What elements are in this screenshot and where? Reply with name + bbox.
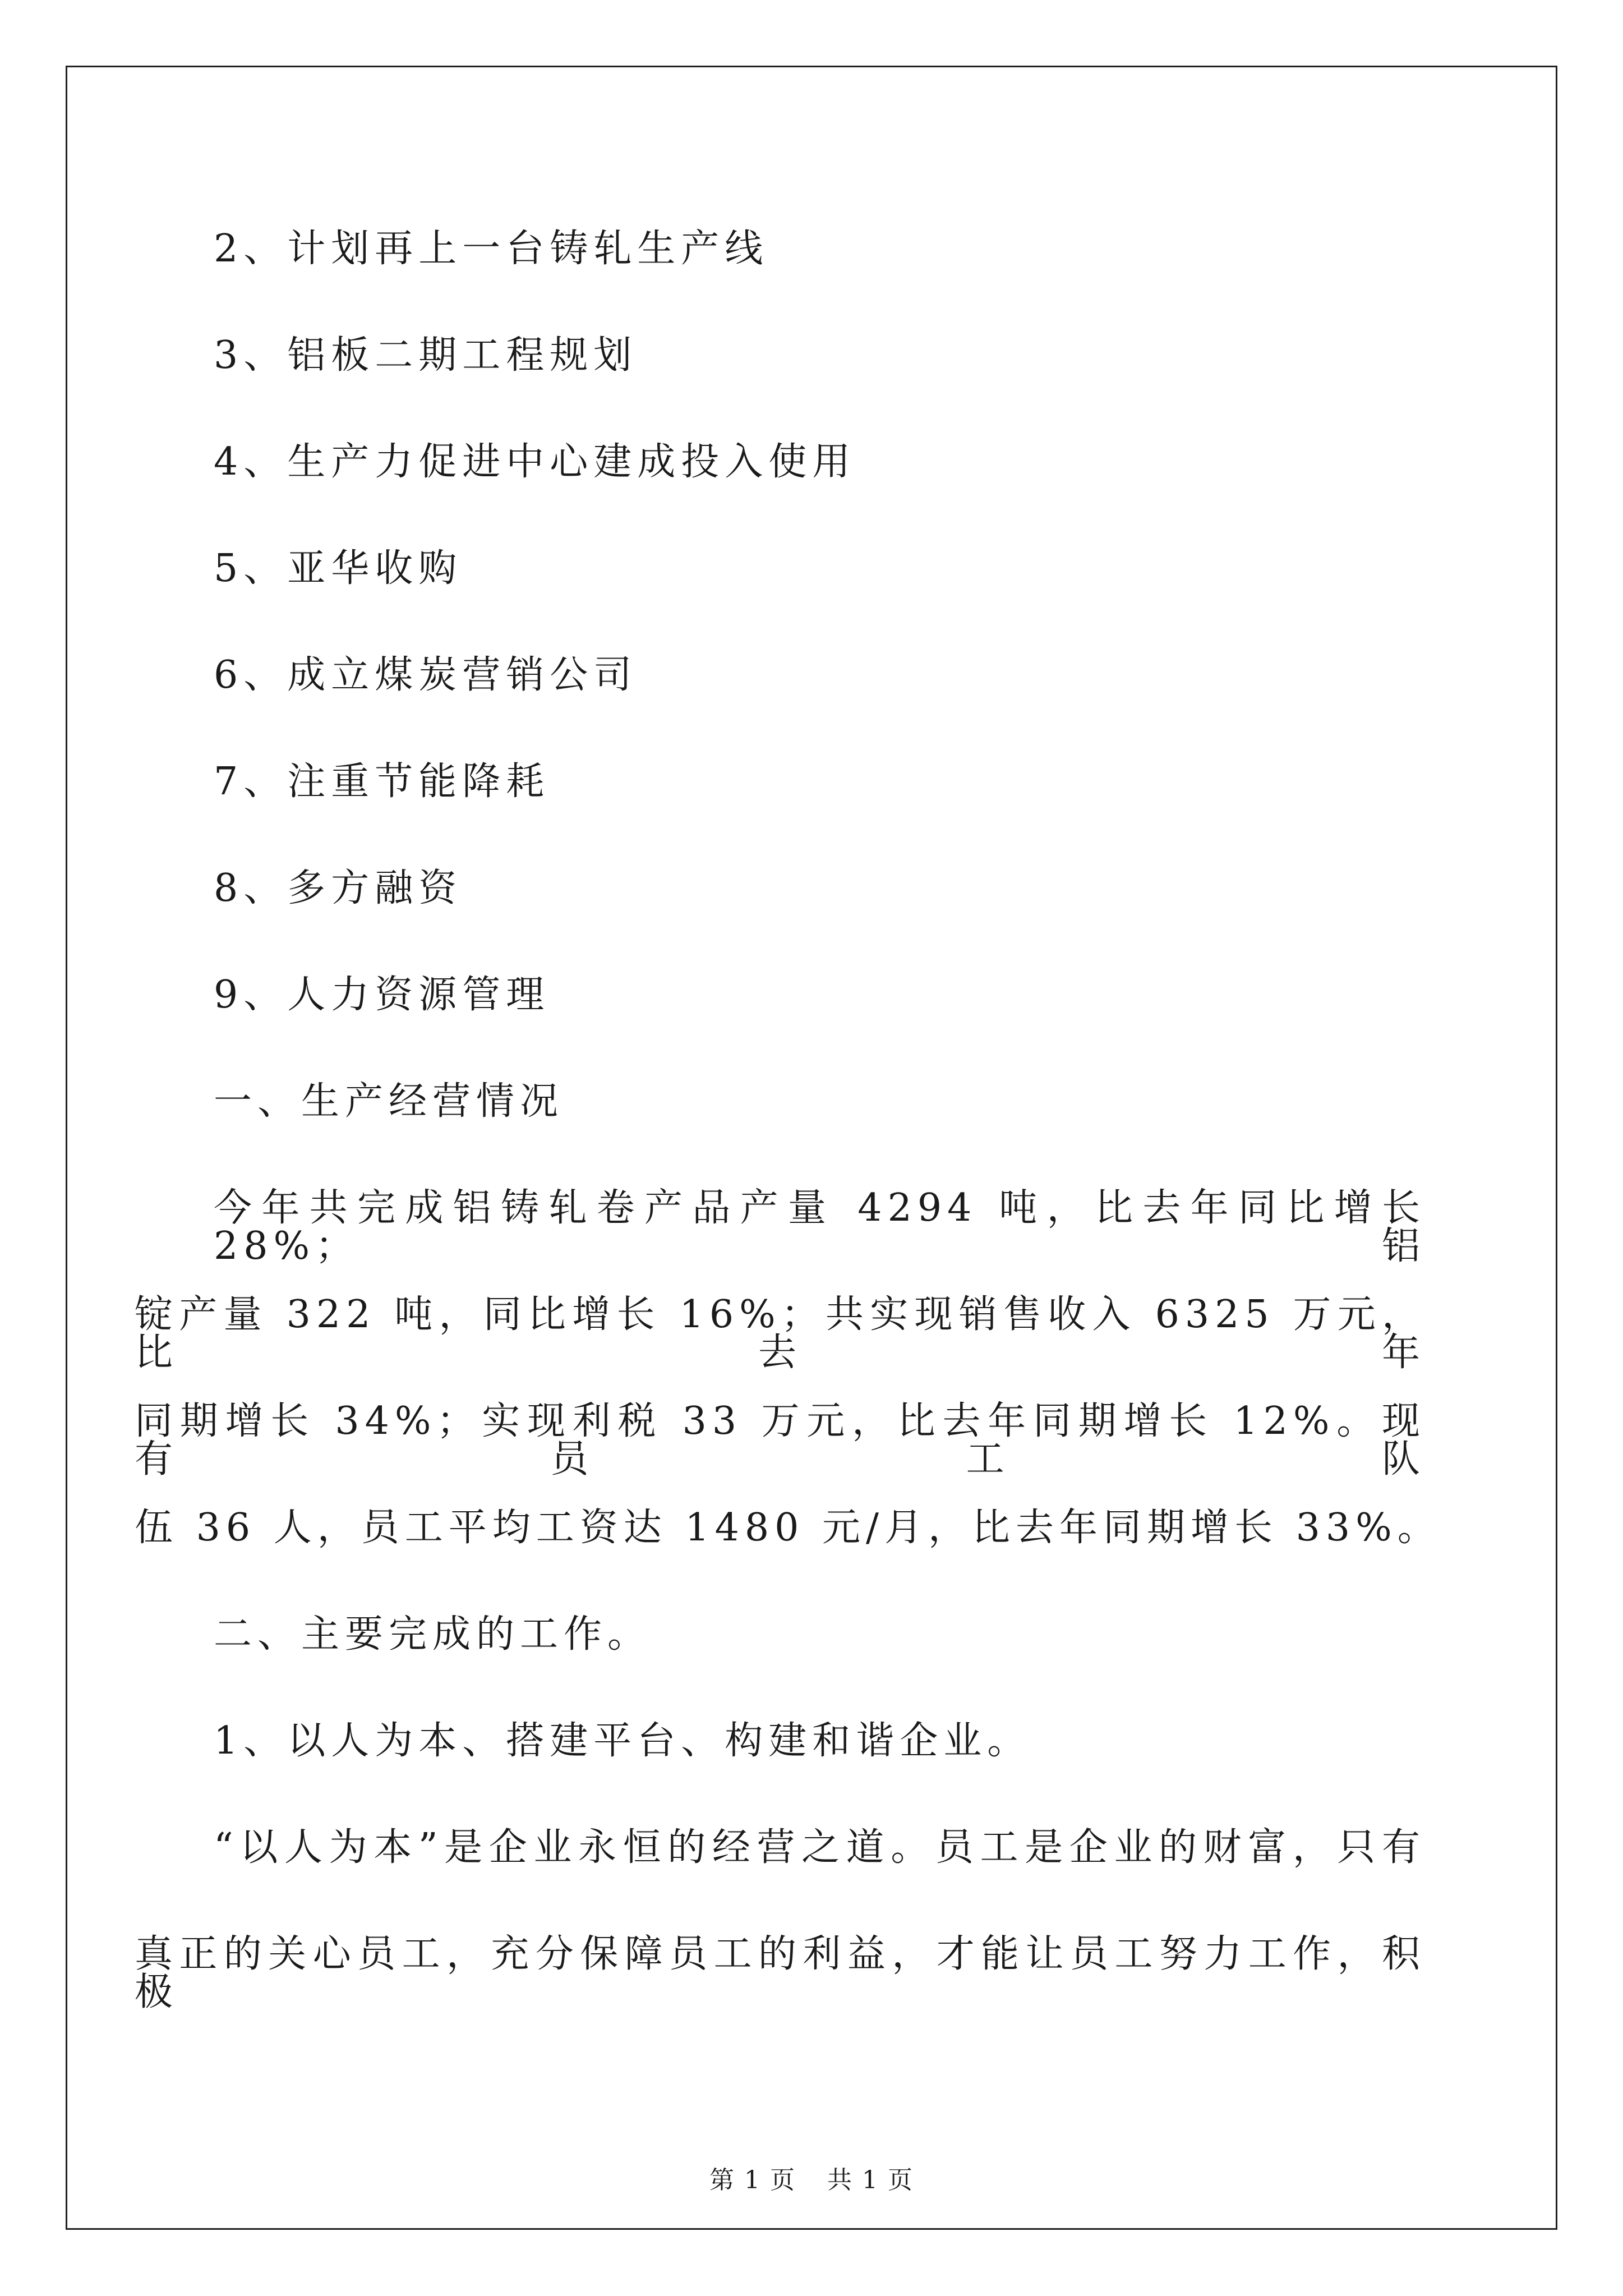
list-item: 8、多方融资 xyxy=(214,866,463,910)
list-item: 9、人力资源管理 xyxy=(214,973,550,1017)
paragraph-line: 真正的关心员工，充分保障员工的利益，才能让员工努力工作，积极 xyxy=(135,1932,1426,2014)
page-footer xyxy=(0,2160,1623,2196)
paragraph-line: “以人为本”是企业永恒的经营之道。员工是企业的财富，只有 xyxy=(214,1825,1426,1870)
list-item: 5、亚华收购 xyxy=(214,546,463,591)
section-heading: 一、生产经营情况 xyxy=(214,1079,564,1124)
page-border xyxy=(66,66,1557,2230)
page-total: 共 1 页 xyxy=(827,2166,914,2194)
paragraph-line: 锭产量 322 吨，同比增长 16%；共实现销售收入 6325 万元，比去年 xyxy=(135,1292,1426,1375)
page-number: 第 1 页 xyxy=(709,2166,796,2194)
paragraph-line: 伍 36 人，员工平均工资达 1480 元/月，比去年同期增长 33%。 xyxy=(135,1506,1441,1550)
sub-heading: 1、以人为本、搭建平台、构建和谐企业。 xyxy=(214,1719,1031,1763)
paragraph-line: 同期增长 34%；实现利税 33 万元，比去年同期增长 12%。现有员工队 xyxy=(135,1399,1426,1481)
list-item: 7、注重节能降耗 xyxy=(214,760,550,804)
list-item: 3、铝板二期工程规划 xyxy=(214,333,638,378)
paragraph-line: 今年共完成铝铸轧卷产品产量 4294 吨，比去年同比增长 28%；铝 xyxy=(214,1186,1426,1268)
list-item: 4、生产力促进中心建成投入使用 xyxy=(214,440,856,484)
list-item: 2、计划再上一台铸轧生产线 xyxy=(214,227,769,271)
section-heading: 二、主要完成的工作。 xyxy=(214,1612,652,1657)
list-item: 6、成立煤炭营销公司 xyxy=(214,653,638,697)
